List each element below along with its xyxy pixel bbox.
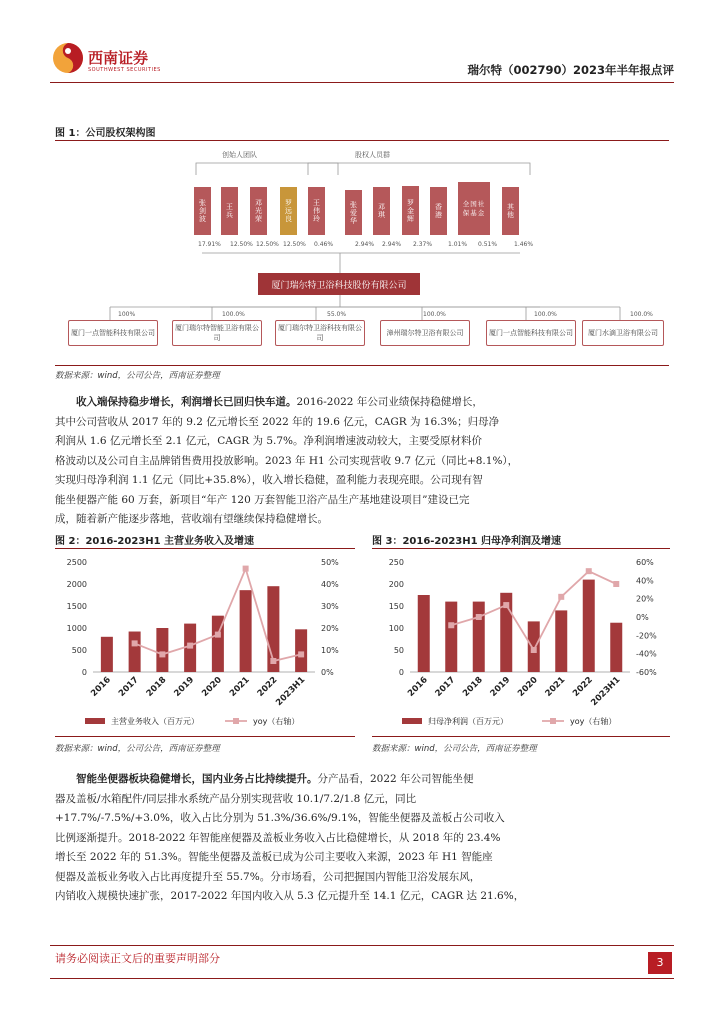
y-tick-left: 500: [71, 646, 87, 655]
sub-pct: 100.0%: [534, 311, 557, 318]
yoy-point: [270, 658, 276, 664]
x-tick-label: 2018: [144, 675, 169, 699]
bar: [528, 621, 540, 672]
bar: [610, 623, 622, 672]
x-tick-label: 2017: [433, 675, 458, 699]
fig3-bottom-rule: [372, 736, 670, 737]
shareholder-box: 张爱华: [345, 190, 362, 235]
fig3-top-rule: [372, 548, 670, 549]
y-tick-left: 50: [393, 646, 404, 655]
para-line: 格波动以及公司自主品牌销售费用投放影响。2023 年 H1 公司实现营收 9.7 亿元（同比+8.1%），: [55, 454, 519, 467]
legend-bar-label: 主营业务收入（百万元）: [111, 717, 199, 726]
x-tick-label: 2019: [488, 675, 513, 699]
bar: [445, 602, 457, 672]
logo-text: 西南证券: [88, 49, 149, 67]
bar: [295, 629, 307, 672]
bar: [240, 590, 252, 672]
yoy-point: [187, 643, 193, 649]
para-line: 成，随着新产能逐步落地，营收端有望继续保持稳健增长。: [55, 513, 328, 525]
y-tick-left: 0: [81, 668, 87, 677]
footer-rule-bottom: [50, 978, 674, 979]
subsidiary-box: 厦门瑞尔特卫浴科技有限公司: [275, 320, 365, 346]
para-line: 其中公司营收从 2017 年的 9.2 亿元增长至 2022 年的 19.6 亿元，CAGR 为 16.3%；归母净: [55, 415, 500, 428]
x-tick-label: 2021: [543, 675, 568, 699]
logo-icon: [52, 42, 84, 74]
subsidiary-box: 厦门一点智能科技有限公司: [68, 320, 158, 346]
y-tick-right: -40%: [636, 649, 657, 659]
y-tick-right: 60%: [636, 558, 654, 567]
fig3-source: 数据来源：wind，公司公告，西南证券整理: [372, 744, 537, 754]
fig2-title: 图 2：2016-2023H1 主营业务收入及增速: [55, 536, 255, 547]
yoy-point: [243, 566, 249, 572]
page-number: 3: [648, 952, 672, 974]
group-label-others: 股权人员群: [355, 151, 390, 159]
y-tick-right: 30%: [321, 602, 339, 611]
yoy-point: [215, 632, 221, 638]
bar: [473, 602, 485, 672]
y-tick-left: 100: [388, 624, 404, 633]
bar: [101, 637, 113, 672]
share-pct: 0.51%: [478, 241, 498, 248]
shareholder-box: 其他: [502, 187, 519, 235]
sub-pct: 55.0%: [327, 311, 347, 318]
subsidiary-box: 厦门一点智能科技有限公司: [486, 320, 576, 346]
x-tick-label: 2020: [516, 675, 540, 699]
y-tick-right: -60%: [636, 668, 657, 677]
shareholder-box: 邓光荣: [250, 187, 267, 235]
bar: [156, 628, 168, 672]
y-tick-right: 0%: [321, 668, 334, 677]
para-lead: 智能坐便器板块稳健增长，国内业务占比持续提升。: [76, 773, 318, 785]
para-line: [55, 770, 665, 790]
share-pct: 12.50%: [256, 241, 279, 248]
legend-line-label: yoy（右轴）: [253, 717, 300, 726]
share-pct: 12.50%: [230, 241, 253, 248]
revenue-chart: [55, 552, 355, 732]
para-line: 利润从 1.6 亿元增长至 2.1 亿元，CAGR 为 5.7%。净利润增速波动较大，主要受原材料价: [55, 435, 483, 447]
x-tick-label: 2016: [89, 675, 113, 699]
footer-rule-top: [50, 945, 674, 946]
x-tick-label: 2018: [461, 675, 485, 699]
profit-chart: [372, 552, 670, 732]
legend-line-marker: [233, 718, 239, 724]
x-tick-label: 2023H1: [274, 675, 308, 709]
share-pct: 1.46%: [514, 241, 534, 248]
y-tick-left: 1500: [66, 602, 87, 611]
sub-pct: 100.0%: [630, 311, 653, 318]
subsidiary-box: 厦门瑞尔特智能卫浴有限公司: [172, 320, 262, 346]
legend-bar-label: 归母净利润（百万元）: [428, 717, 508, 726]
fig1-bottom-rule: [55, 365, 669, 366]
y-tick-left: 250: [388, 558, 404, 567]
yoy-point: [586, 568, 592, 574]
y-tick-right: 40%: [321, 580, 339, 589]
fig1-source: 数据来源：wind，公司公告，西南证券整理: [55, 371, 220, 381]
y-tick-left: 2000: [66, 580, 87, 589]
y-tick-right: 0%: [636, 613, 649, 622]
para-line: 便器及盖板业务收入占比再度提升至 55.7%。分市场看，公司把握国内智能卫浴发展东风，: [55, 870, 481, 883]
legend-bar-swatch: [85, 718, 105, 724]
yoy-point: [613, 581, 619, 587]
paragraph-revenue: [55, 393, 665, 530]
legend-bar-swatch: [402, 718, 422, 724]
share-pct: 1.01%: [448, 241, 468, 248]
x-tick-label: 2016: [406, 675, 430, 699]
report-title: 瑞尔特（002790）2023年半年报点评: [467, 63, 674, 77]
bar: [129, 632, 141, 672]
group-label-founders: 创始人团队: [222, 151, 257, 159]
y-tick-right: 20%: [636, 594, 654, 604]
shareholder-box: 香港: [430, 187, 447, 235]
y-tick-right: 10%: [321, 646, 339, 655]
para-line: 增长至 2022 年的 51.3%。智能坐便器及盖板已成为公司主要收入来源，2023 年 H1 智能座: [55, 851, 493, 863]
x-tick-label: 2017: [116, 675, 141, 699]
sub-pct: 100.0%: [423, 311, 446, 318]
share-pct: 2.94%: [382, 241, 402, 248]
fig3-title: 图 3：2016-2023H1 归母净利润及增速: [372, 536, 562, 547]
y-tick-left: 2500: [66, 558, 87, 567]
paragraph-smart-toilet: [55, 770, 665, 907]
x-tick-label: 2022: [571, 675, 595, 699]
subsidiary-box: 厦门水滴卫浴有限公司: [582, 320, 664, 346]
para-line: 内销收入规模快速扩张，2017-2022 年国内收入从 5.3 亿元提升至 14.1 亿元，CAGR 达 21.6%，: [55, 890, 525, 902]
y-tick-right: 40%: [636, 576, 654, 586]
yoy-point: [448, 622, 454, 628]
shareholder-box: 全国社保基金: [458, 182, 490, 235]
x-tick-label: 2020: [200, 675, 224, 699]
x-tick-label: 2021: [227, 675, 252, 699]
share-pct: 17.91%: [198, 241, 221, 248]
x-tick-label: 2022: [255, 675, 280, 699]
bar: [555, 610, 567, 672]
fig2-top-rule: [55, 548, 355, 549]
legend-line-label: yoy（右轴）: [570, 717, 617, 726]
shareholder-box: 罗远良: [280, 187, 297, 235]
header-divider: [50, 82, 674, 83]
y-tick-left: 200: [388, 580, 404, 589]
share-pct: 12.50%: [283, 241, 306, 248]
fig1-top-rule: [55, 140, 669, 141]
para-line: 能坐便器产能 60 万套，新项目“年产 120 万套智能卫浴产品生产基地建设项目”建设已完: [55, 493, 470, 506]
para-line: 器及盖板/水箱配件/同层排水系统产品分别实现营收 10.1/7.2/1.8 亿元，同比: [55, 792, 417, 805]
fig1-title: 图 1：公司股权架构图: [55, 128, 156, 139]
y-tick-left: 1000: [66, 624, 87, 633]
y-tick-left: 0: [398, 668, 404, 677]
shareholder-box: 邓琪: [373, 187, 390, 235]
shareholder-box: 王兵: [221, 187, 238, 235]
y-tick-left: 150: [388, 602, 404, 611]
subsidiary-box: 漳州瑞尔特卫浴有限公司: [380, 320, 470, 346]
para-line: 实现归母净利润 1.1 亿元（同比+35.8%），收入增长稳健，盈利能力表现亮眼。公司现有智: [55, 474, 483, 486]
yoy-point: [558, 594, 564, 600]
y-tick-right: 50%: [321, 558, 339, 567]
para-line: +17.7%/-7.5%/+3.0%，收入占比分别为 51.3%/36.6%/9.1%，智能坐便器及盖板占公司收入: [55, 812, 505, 824]
legend-line-marker: [550, 718, 556, 724]
yoy-point: [476, 614, 482, 620]
sub-pct: 100%: [118, 311, 136, 318]
shareholder-box: 罗金辉: [402, 186, 419, 235]
para-lead: 收入端保持稳步增长，利润增长已回归快车道。: [76, 396, 297, 408]
yoy-point: [132, 640, 138, 646]
yoy-point: [531, 647, 537, 653]
bar: [583, 580, 595, 672]
company-box: 厦门瑞尔特卫浴科技股份有限公司: [258, 273, 420, 295]
para-text: 2016-2022 年公司业绩保持稳健增长，: [296, 396, 483, 408]
share-pct: 2.94%: [355, 241, 375, 248]
para-line: [55, 393, 665, 413]
yoy-point: [159, 651, 165, 657]
x-tick-label: 2019: [172, 675, 197, 699]
yoy-point: [503, 602, 509, 608]
logo-english: SOUTHWEST SECURITIES: [88, 67, 161, 73]
shareholder-box: 王伟玲: [308, 187, 325, 235]
shareholder-box: 张剑波: [194, 187, 211, 235]
subsidiary-connectors: [60, 300, 670, 320]
share-pct: 2.37%: [413, 241, 433, 248]
fig2-source: 数据来源：wind，公司公告，西南证券整理: [55, 744, 220, 754]
y-tick-right: -20%: [636, 631, 657, 641]
footer-disclaimer: 请务必阅读正文后的重要声明部分: [55, 952, 220, 965]
x-tick-label: 2023H1: [589, 675, 623, 709]
para-text: 分产品看，2022 年公司智能坐便: [317, 773, 474, 785]
para-line: 比例逐渐提升。2018-2022 年智能座便器及盖板业务收入占比稳健增长，从 2018 年的 23.4%: [55, 831, 501, 844]
fig2-bottom-rule: [55, 736, 355, 737]
share-pct: 0.46%: [314, 241, 334, 248]
sub-pct: 100.0%: [222, 311, 245, 318]
bar: [418, 595, 430, 672]
yoy-point: [298, 651, 304, 657]
y-tick-right: 20%: [321, 624, 339, 633]
